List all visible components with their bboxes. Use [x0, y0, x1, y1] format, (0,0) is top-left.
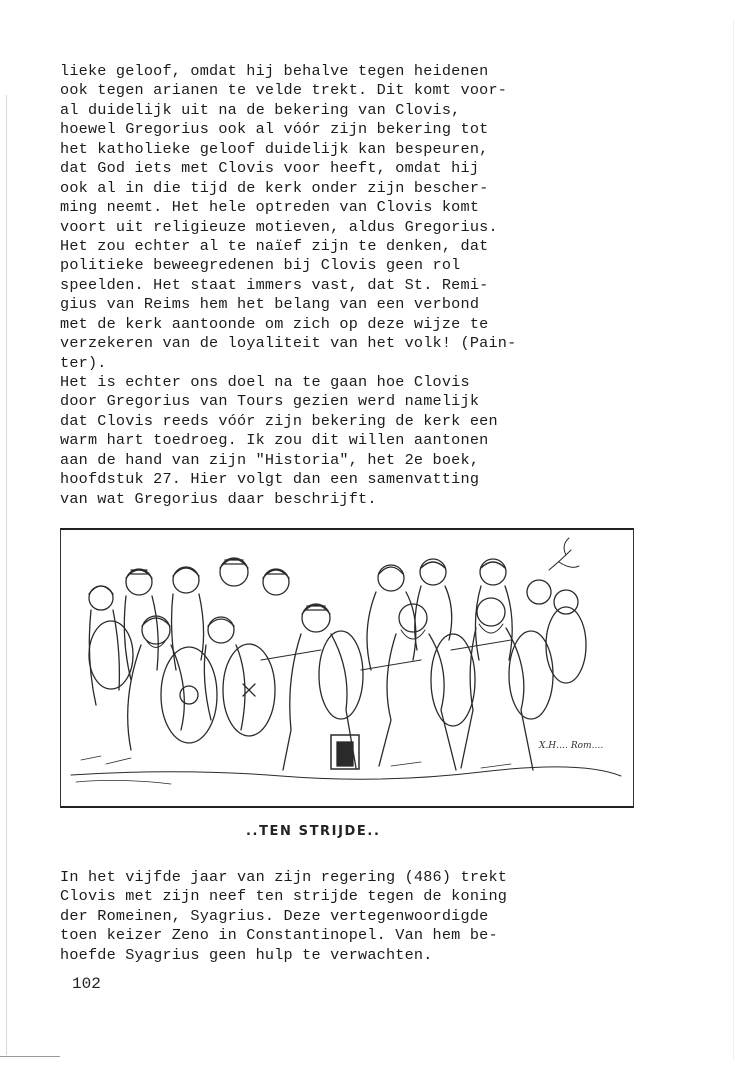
text-line: toen keizer Zeno in Constantinopel. Van hem be- — [60, 926, 498, 945]
text-line: In het vijfde jaar van zijn regering (486) trekt — [60, 868, 508, 886]
text-line: hoewel Gregorius ook al vóór zijn bekering tot — [60, 120, 489, 139]
text-line: het katholieke geloof duidelijk kan bespeuren, — [60, 139, 489, 158]
figure-caption: ..TEN STRIJDE.. — [246, 824, 381, 839]
shield-icon — [89, 607, 586, 743]
page-edge-left — [6, 95, 7, 1055]
text-line: politieke beweegredenen bij Clovis geen rol — [60, 256, 461, 275]
text-line: met de kerk aantoonde om zich op deze wijze te — [60, 314, 489, 333]
body-paragraph-1 — [60, 62, 645, 509]
text-line: Clovis met zijn neef ten strijde tegen de koning — [60, 887, 508, 906]
text-line: ter). — [60, 353, 107, 372]
text-line: Het is echter ons doel na te gaan hoe Clovis — [60, 373, 470, 391]
text-line: hoofdstuk 27. Hier volgt dan een samenvatting — [60, 470, 480, 489]
text-line: der Romeinen, Syagrius. Deze vertegenwoordigde — [60, 906, 489, 925]
text-line: hoefde Syagrius geen hulp te verwachten. — [60, 945, 433, 964]
body-paragraph-2 — [60, 868, 660, 965]
text-line: ook al in die tijd de kerk onder zijn bescher- — [60, 178, 489, 197]
text-line: van wat Gregorius daar beschrijft. — [60, 489, 377, 508]
text-line: aan de hand van zijn "Historia", het 2e boek, — [60, 450, 480, 469]
text-line: dat Clovis reeds vóór zijn bekering de kerk een — [60, 411, 498, 430]
text-line: speelden. Het staat immers vast, dat St. Remi- — [60, 275, 489, 294]
text-line: warm hart toedroeg. Ik zou dit willen aantonen — [60, 431, 489, 450]
artist-signature: X.H.… Rom.… — [539, 741, 604, 751]
text-line: voort uit religieuze motieven, aldus Gregorius. — [60, 217, 498, 236]
page-number: 102 — [72, 975, 101, 993]
text-line: verzekeren van de loyaliteit van het volk! (Pain- — [60, 334, 517, 353]
text-line: Het zou echter al te naïef zijn te denken, dat — [60, 236, 489, 255]
battle-illustration — [60, 528, 634, 808]
text-line: gius van Reims hem het belang van een verbond — [60, 295, 480, 314]
text-line: ook tegen arianen te velde trekt. Dit komt voor- — [60, 81, 508, 100]
text-line: ming neemt. Het hele optreden van Clovis komt — [60, 198, 480, 217]
text-line: al duidelijk uit na de bekering van Clovis, — [60, 100, 461, 119]
page-edge-bottom — [0, 1056, 60, 1057]
text-line: door Gregorius van Tours gezien werd namelijk — [60, 392, 480, 411]
text-line: lieke geloof, omdat hij behalve tegen heidenen — [60, 62, 489, 80]
page-edge-right — [733, 20, 734, 1060]
text-line: dat God iets met Clovis voor heeft, omdat hij — [60, 159, 480, 178]
warriors-frieze-drawing — [61, 530, 632, 806]
